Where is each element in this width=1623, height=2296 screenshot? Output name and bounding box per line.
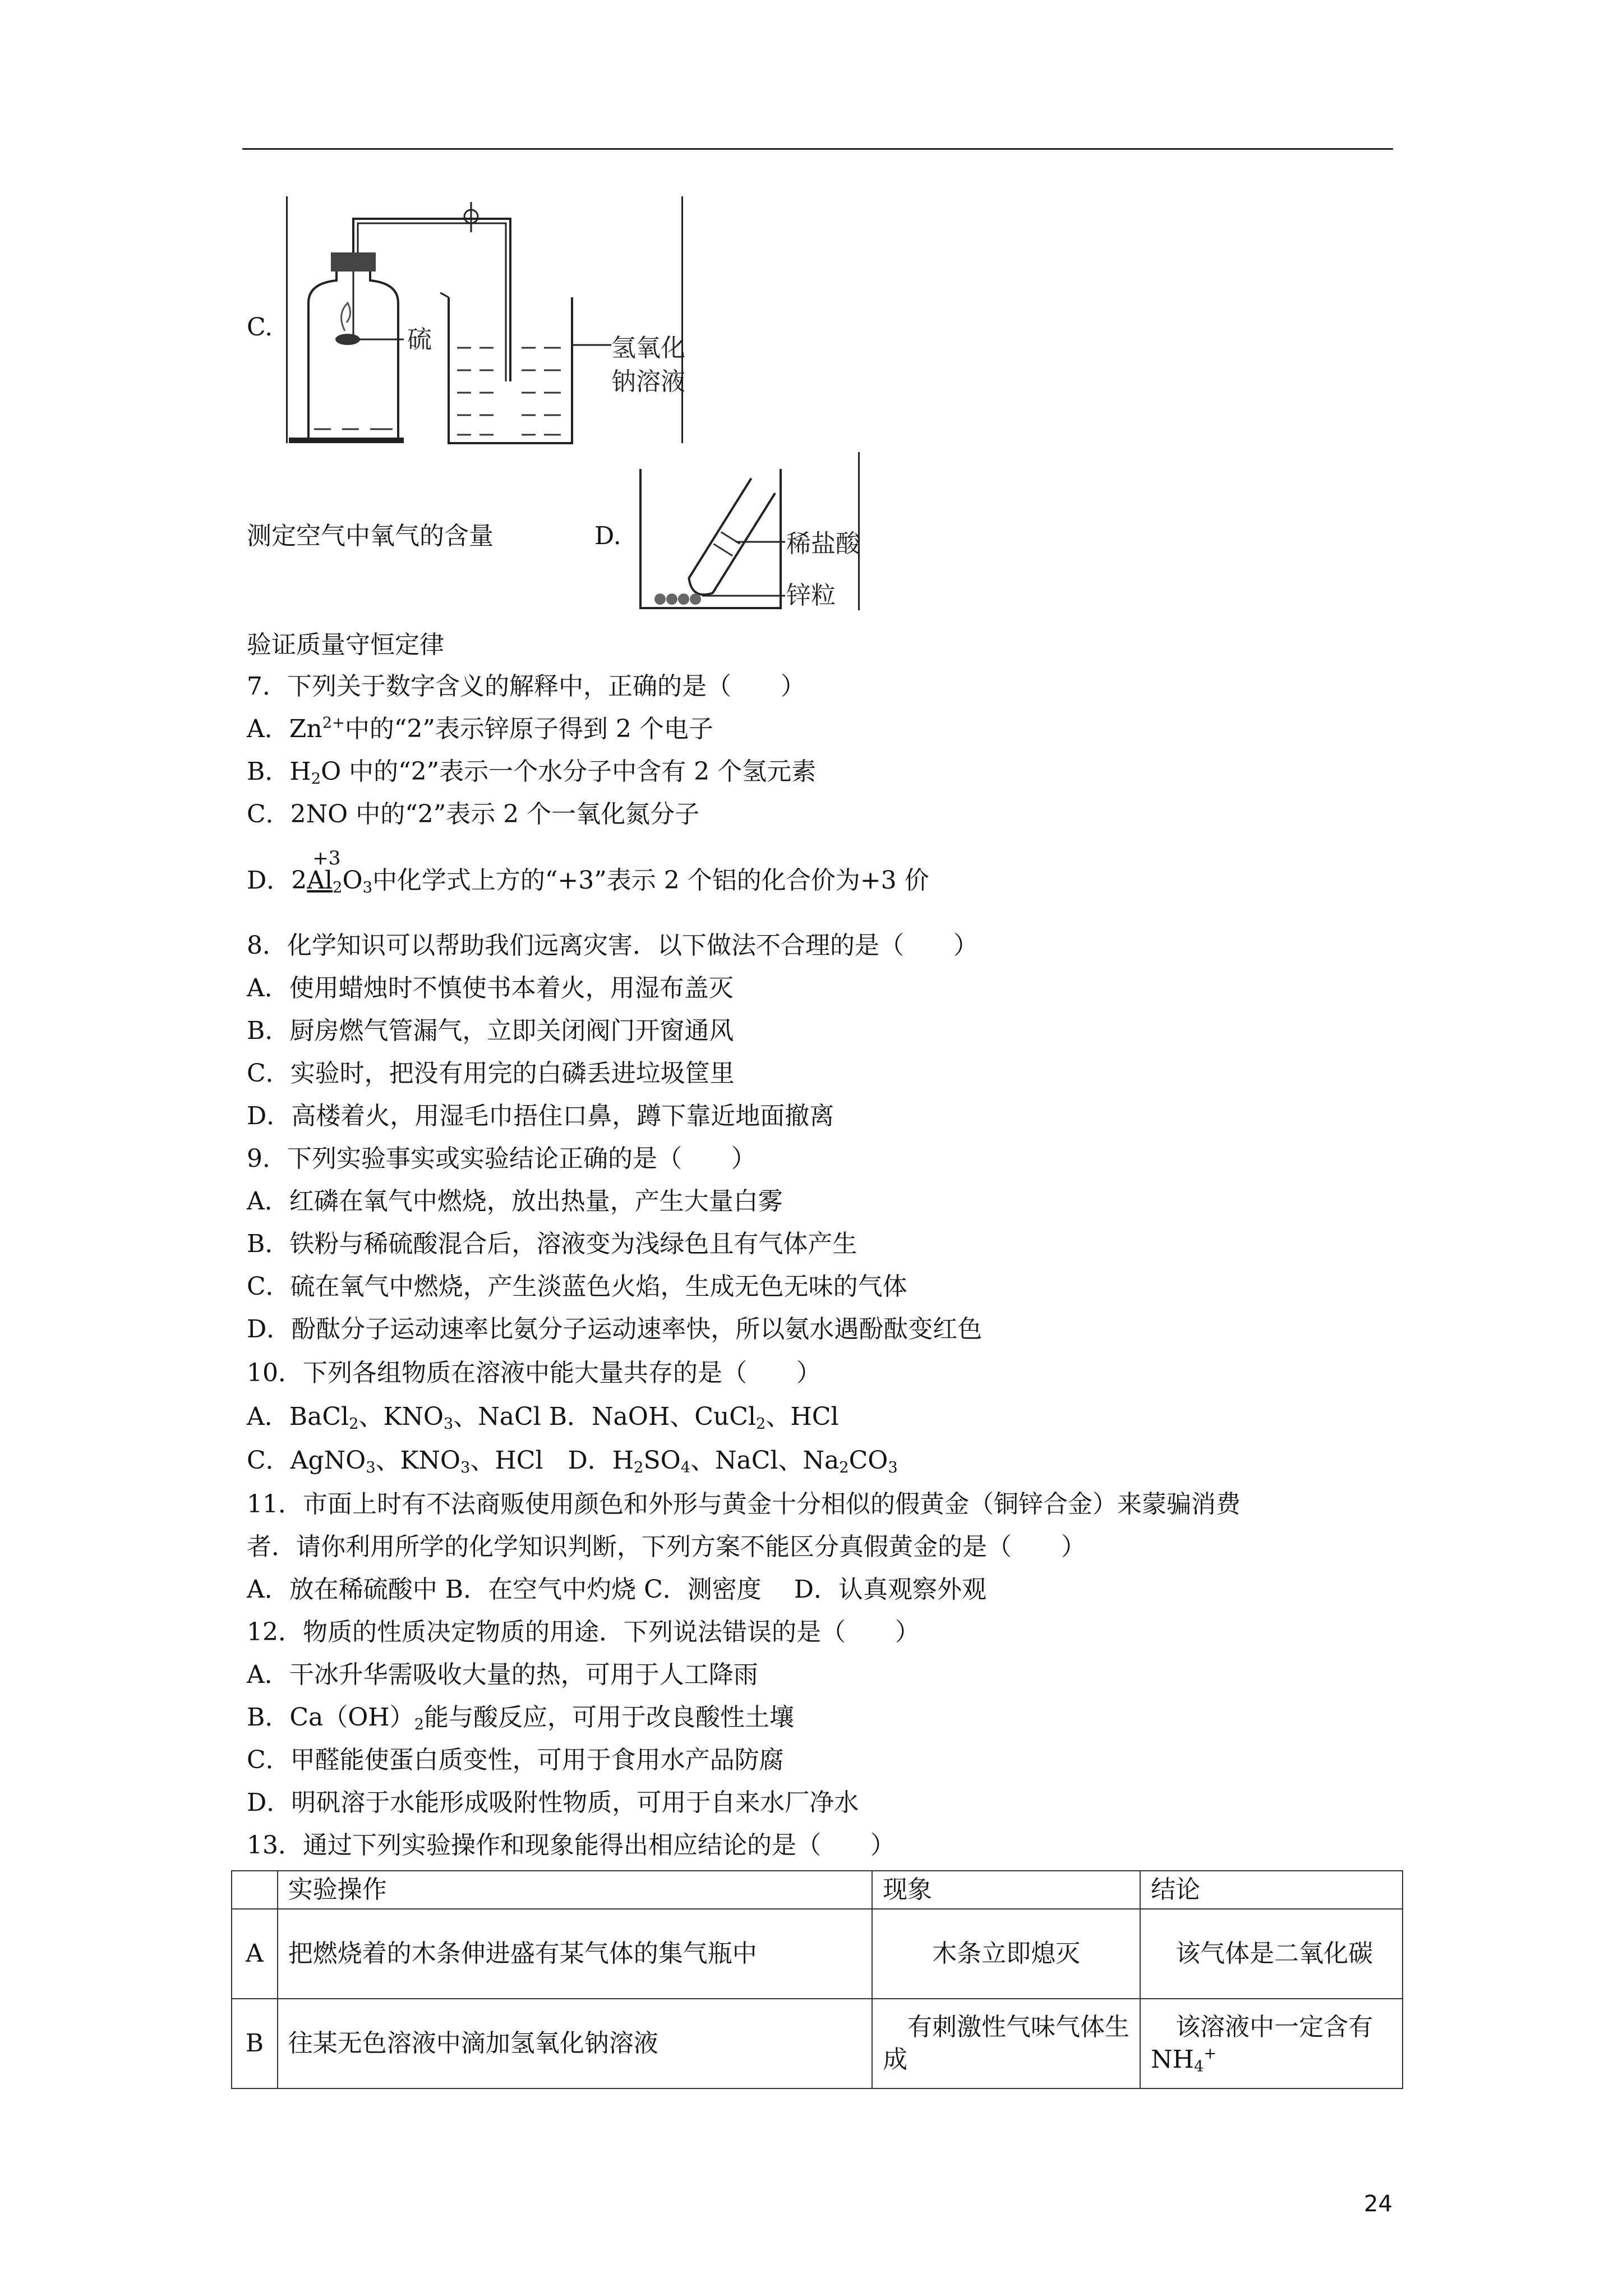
flame [342, 303, 351, 331]
q10-stem: 10．下列各组物质在溶液中能大量共存的是（ ） [247, 1359, 821, 1387]
q13-stem: 13．通过下列实验操作和现象能得出相应结论的是（ ） [247, 1831, 895, 1860]
q8-stem: 8．化学知识可以帮助我们远离灾害．以下做法不合理的是（ ） [247, 931, 978, 960]
q11-options: A．放在稀硫酸中 B．在空气中灼烧 C．测密度 D．认真观察外观 [247, 1575, 987, 1604]
q9-option-d: D．酚酞分子运动速率比氨分子运动速率快，所以氨水遇酚酞变红色 [247, 1315, 983, 1343]
row-conclusion: 该气体是二氧化碳 [1140, 1909, 1403, 1999]
stopper [331, 252, 376, 272]
q9-option-a: A．红磷在氧气中燃烧，放出热量，产生大量白雾 [247, 1187, 783, 1216]
figure-c-left-border [286, 196, 288, 443]
label-sulfur: 硫 [407, 325, 432, 354]
table-row [232, 1999, 1403, 2088]
header-rule [242, 148, 1393, 150]
option-c-caption: 测定空气中氧气的含量 [247, 522, 494, 550]
q7-option-c: C．2NO 中的“2”表示 2 个一氧化氮分子 [247, 800, 700, 829]
table-header-blank [232, 1871, 278, 1909]
row-conclusion: 该溶液中一定含有 $NH_4^+$ [1140, 1999, 1403, 2088]
q12-option-c: C．甲醛能使蛋白质变性，可用于食用水产品防腐 [247, 1746, 784, 1774]
figure-d-apparatus [635, 452, 865, 610]
beaker-d [640, 469, 781, 608]
q8-option-d: D．高楼着火，用湿毛巾捂住口鼻，蹲下靠近地面撤离 [247, 1102, 834, 1130]
q8-option-b: B．厨房燃气管漏气，立即关闭阀门开窗通风 [247, 1016, 734, 1045]
label-zinc: 锌粒 [786, 581, 836, 610]
sulfur-in-spoon [335, 334, 360, 345]
label-acid: 稀盐酸 [786, 530, 860, 558]
delivery-tube [353, 219, 510, 381]
test-tube [684, 478, 775, 600]
option-d-label: D. [594, 522, 621, 550]
figure-c-apparatus [286, 196, 690, 449]
row-operation: 往某无色溶液中滴加氢氧化钠溶液 [278, 1999, 872, 2088]
q9-option-b: B．铁粉与稀硫酸混合后，溶液变为浅绿色且有气体产生 [247, 1230, 857, 1258]
row-key: A [232, 1909, 278, 1999]
q12-option-a: A．干冰升华需吸收大量的热，可用于人工降雨 [247, 1660, 758, 1689]
label-naoh-2: 钠溶液 [611, 367, 685, 396]
label-naoh-1: 氢氧化 [611, 334, 685, 362]
figure-c-right-border [681, 196, 683, 443]
q13-table [231, 1870, 1403, 2089]
q7-option-d: D．2 +3 $Al_2O_3$中化学式上方的“+3”表示 2 个铝的化合价为+3 价 [247, 847, 929, 896]
q7-option-a: A．$Zn^{2+}$中的“2”表示锌原子得到 2 个电子 [247, 714, 713, 743]
table-header-operation: 实验操作 [278, 1871, 872, 1909]
q12-option-d: D．明矾溶于水能形成吸附性物质，可用于自来水厂净水 [247, 1788, 859, 1817]
q11-stem-line2: 者．请你利用所学的化学知识判断，下列方案不能区分真假黄金的是（ ） [247, 1533, 1086, 1561]
zinc-granules [654, 593, 701, 605]
q7-option-b: B．$H_2O$ 中的“2”表示一个水分子中含有 2 个氢元素 [247, 757, 817, 788]
row-operation: 把燃烧着的木条伸进盛有某气体的集气瓶中 [278, 1909, 872, 1999]
option-d-caption: 验证质量守恒定律 [247, 631, 444, 659]
q10-options-cd: C．AgNO$_3$、$KNO_3$、HCl D．$H_2SO_4$、NaCl、$Na_2CO_3$ [247, 1446, 898, 1476]
q12-stem: 12．物质的性质决定物质的用途．下列说法错误的是（ ） [247, 1618, 920, 1646]
q12-option-b: B．$Ca(OH)_2$能与酸反应，可用于改良酸性土壤 [247, 1703, 795, 1733]
q9-stem: 9．下列实验事实或实验结论正确的是（ ） [247, 1144, 756, 1173]
table-header-phenomenon: 现象 [872, 1871, 1140, 1909]
page-number: 24 [1364, 2191, 1393, 2217]
row-phenomenon: 木条立即熄灭 [872, 1909, 1140, 1999]
q11-stem-line1: 11．市面上时有不法商贩使用颜色和外形与黄金十分相似的假黄金（铜锌合金）来蒙骗消费 [247, 1490, 1241, 1519]
q10-options-ab: A．BaCl$_2$、$KNO_3$、NaCl B．NaOH、CuCl$_2$、HCl [247, 1402, 839, 1433]
q8-option-c: C．实验时，把没有用完的白磷丢进垃圾筐里 [247, 1059, 735, 1088]
row-phenomenon: 有刺激性气味气体生成 [872, 1999, 1140, 2088]
table-header-row [232, 1871, 1403, 1909]
table-row [232, 1909, 1403, 1999]
q7-stem: 7．下列关于数字含义的解释中，正确的是（ ） [247, 672, 805, 701]
q8-option-a: A．使用蜡烛时不慎使书本着火，用湿布盖灭 [247, 974, 734, 1002]
q9-option-c: C．硫在氧气中燃烧，产生淡蓝色火焰，生成无色无味的气体 [247, 1272, 907, 1301]
row-key: B [232, 1999, 278, 2088]
naoh-solution [457, 348, 561, 435]
option-c-label: C. [247, 313, 273, 342]
table-header-conclusion: 结论 [1140, 1871, 1403, 1909]
